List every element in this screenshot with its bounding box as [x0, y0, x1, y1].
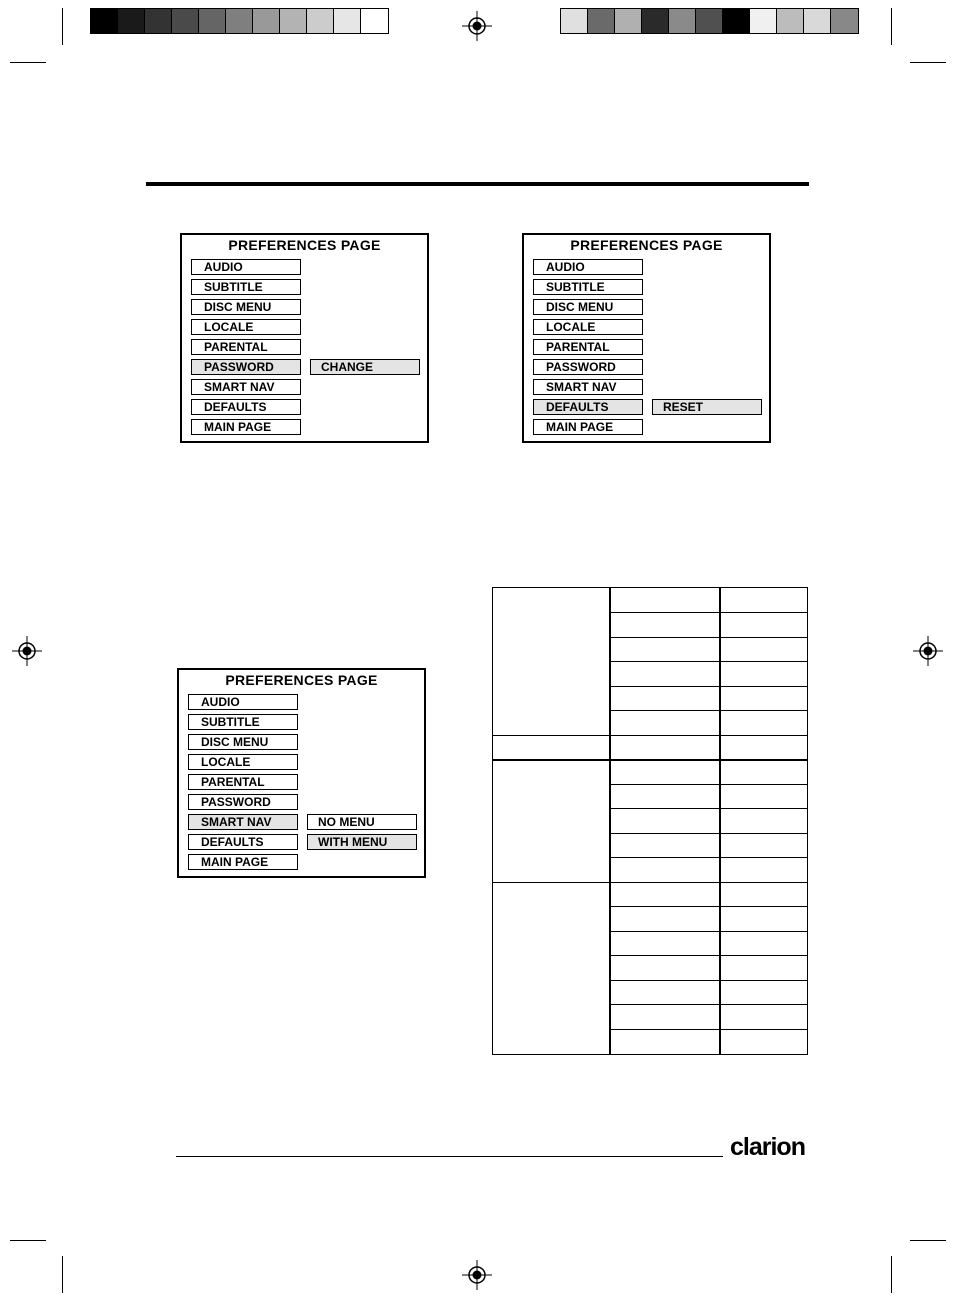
color-swatch [561, 9, 588, 33]
menu-item-audio[interactable]: AUDIO [533, 259, 643, 275]
color-swatch [723, 9, 750, 33]
table-row-divider [609, 661, 807, 662]
table-column-divider [609, 588, 611, 1054]
crop-mark [910, 62, 946, 63]
color-swatch [199, 9, 226, 33]
crop-mark [10, 62, 46, 63]
crop-mark [62, 8, 63, 45]
menu-item-password[interactable]: PASSWORD [191, 359, 301, 375]
panel-title: PREFERENCES PAGE [225, 672, 378, 688]
crop-mark [910, 1240, 946, 1241]
preferences-panel-defaults [522, 233, 771, 443]
color-bar-right [560, 8, 859, 34]
registration-mark-icon [462, 11, 492, 41]
option-reset[interactable]: RESET [652, 399, 762, 415]
table-row-divider [609, 637, 807, 638]
menu-item-parental[interactable]: PARENTAL [191, 339, 301, 355]
menu-item-subtitle[interactable]: SUBTITLE [188, 714, 298, 730]
color-swatch [588, 9, 615, 33]
color-swatch [777, 9, 804, 33]
table-row-divider [609, 1004, 807, 1005]
table-column-divider [719, 588, 721, 1054]
table-row-divider [609, 686, 807, 687]
table-row-divider [609, 857, 807, 858]
panel-title: PREFERENCES PAGE [228, 237, 381, 253]
menu-item-subtitle[interactable]: SUBTITLE [533, 279, 643, 295]
table-group-divider [493, 759, 807, 761]
color-swatch [253, 9, 280, 33]
table-row-divider [609, 931, 807, 932]
color-swatch [696, 9, 723, 33]
menu-item-smart-nav[interactable]: SMART NAV [533, 379, 643, 395]
preferences-panel-password [180, 233, 429, 443]
table-row-divider [609, 906, 807, 907]
menu-item-audio[interactable]: AUDIO [191, 259, 301, 275]
menu-item-parental[interactable]: PARENTAL [533, 339, 643, 355]
panel-title: PREFERENCES PAGE [570, 237, 723, 253]
table-group-divider [493, 882, 807, 884]
table-row-divider [609, 710, 807, 711]
clarion-logo: clarion [730, 1133, 805, 1161]
color-swatch [361, 9, 388, 33]
settings-table [492, 587, 808, 1055]
menu-item-defaults[interactable]: DEFAULTS [533, 399, 643, 415]
color-swatch [642, 9, 669, 33]
table-row-divider [609, 612, 807, 613]
menu-item-audio[interactable]: AUDIO [188, 694, 298, 710]
color-swatch [118, 9, 145, 33]
registration-mark-icon [462, 1260, 492, 1290]
menu-item-subtitle[interactable]: SUBTITLE [191, 279, 301, 295]
table-group-divider [493, 735, 807, 737]
menu-item-smart-nav[interactable]: SMART NAV [191, 379, 301, 395]
option-change[interactable]: CHANGE [310, 359, 420, 375]
color-swatch [307, 9, 334, 33]
registration-mark-icon [12, 636, 42, 666]
color-swatch [226, 9, 253, 33]
menu-item-password[interactable]: PASSWORD [533, 359, 643, 375]
crop-mark [891, 1256, 892, 1293]
menu-item-main-page[interactable]: MAIN PAGE [191, 419, 301, 435]
color-swatch [280, 9, 307, 33]
menu-item-locale[interactable]: LOCALE [533, 319, 643, 335]
color-swatch [804, 9, 831, 33]
menu-item-disc-menu[interactable]: DISC MENU [188, 734, 298, 750]
crop-mark [10, 1240, 46, 1241]
table-row-divider [609, 955, 807, 956]
color-swatch [145, 9, 172, 33]
color-swatch [334, 9, 361, 33]
crop-mark [62, 1256, 63, 1293]
table-row-divider [609, 784, 807, 785]
menu-item-parental[interactable]: PARENTAL [188, 774, 298, 790]
menu-item-disc-menu[interactable]: DISC MENU [191, 299, 301, 315]
table-row-divider [609, 980, 807, 981]
color-swatch [172, 9, 199, 33]
header-rule [146, 182, 809, 186]
table-row-divider [609, 808, 807, 809]
menu-item-smart-nav[interactable]: SMART NAV [188, 814, 298, 830]
color-swatch [669, 9, 696, 33]
color-swatch [615, 9, 642, 33]
table-row-divider [609, 1029, 807, 1030]
menu-item-main-page[interactable]: MAIN PAGE [188, 854, 298, 870]
registration-mark-icon [913, 636, 943, 666]
menu-item-defaults[interactable]: DEFAULTS [188, 834, 298, 850]
preferences-panel-smart-nav [177, 668, 426, 878]
crop-mark [891, 8, 892, 45]
color-swatch [91, 9, 118, 33]
color-bar-left [90, 8, 389, 34]
menu-item-defaults[interactable]: DEFAULTS [191, 399, 301, 415]
menu-item-disc-menu[interactable]: DISC MENU [533, 299, 643, 315]
menu-item-locale[interactable]: LOCALE [191, 319, 301, 335]
color-swatch [831, 9, 858, 33]
option-with-menu[interactable]: WITH MENU [307, 834, 417, 850]
menu-item-locale[interactable]: LOCALE [188, 754, 298, 770]
menu-item-main-page[interactable]: MAIN PAGE [533, 419, 643, 435]
table-row-divider [609, 833, 807, 834]
option-no-menu[interactable]: NO MENU [307, 814, 417, 830]
menu-item-password[interactable]: PASSWORD [188, 794, 298, 810]
footer-rule [176, 1156, 723, 1157]
color-swatch [750, 9, 777, 33]
